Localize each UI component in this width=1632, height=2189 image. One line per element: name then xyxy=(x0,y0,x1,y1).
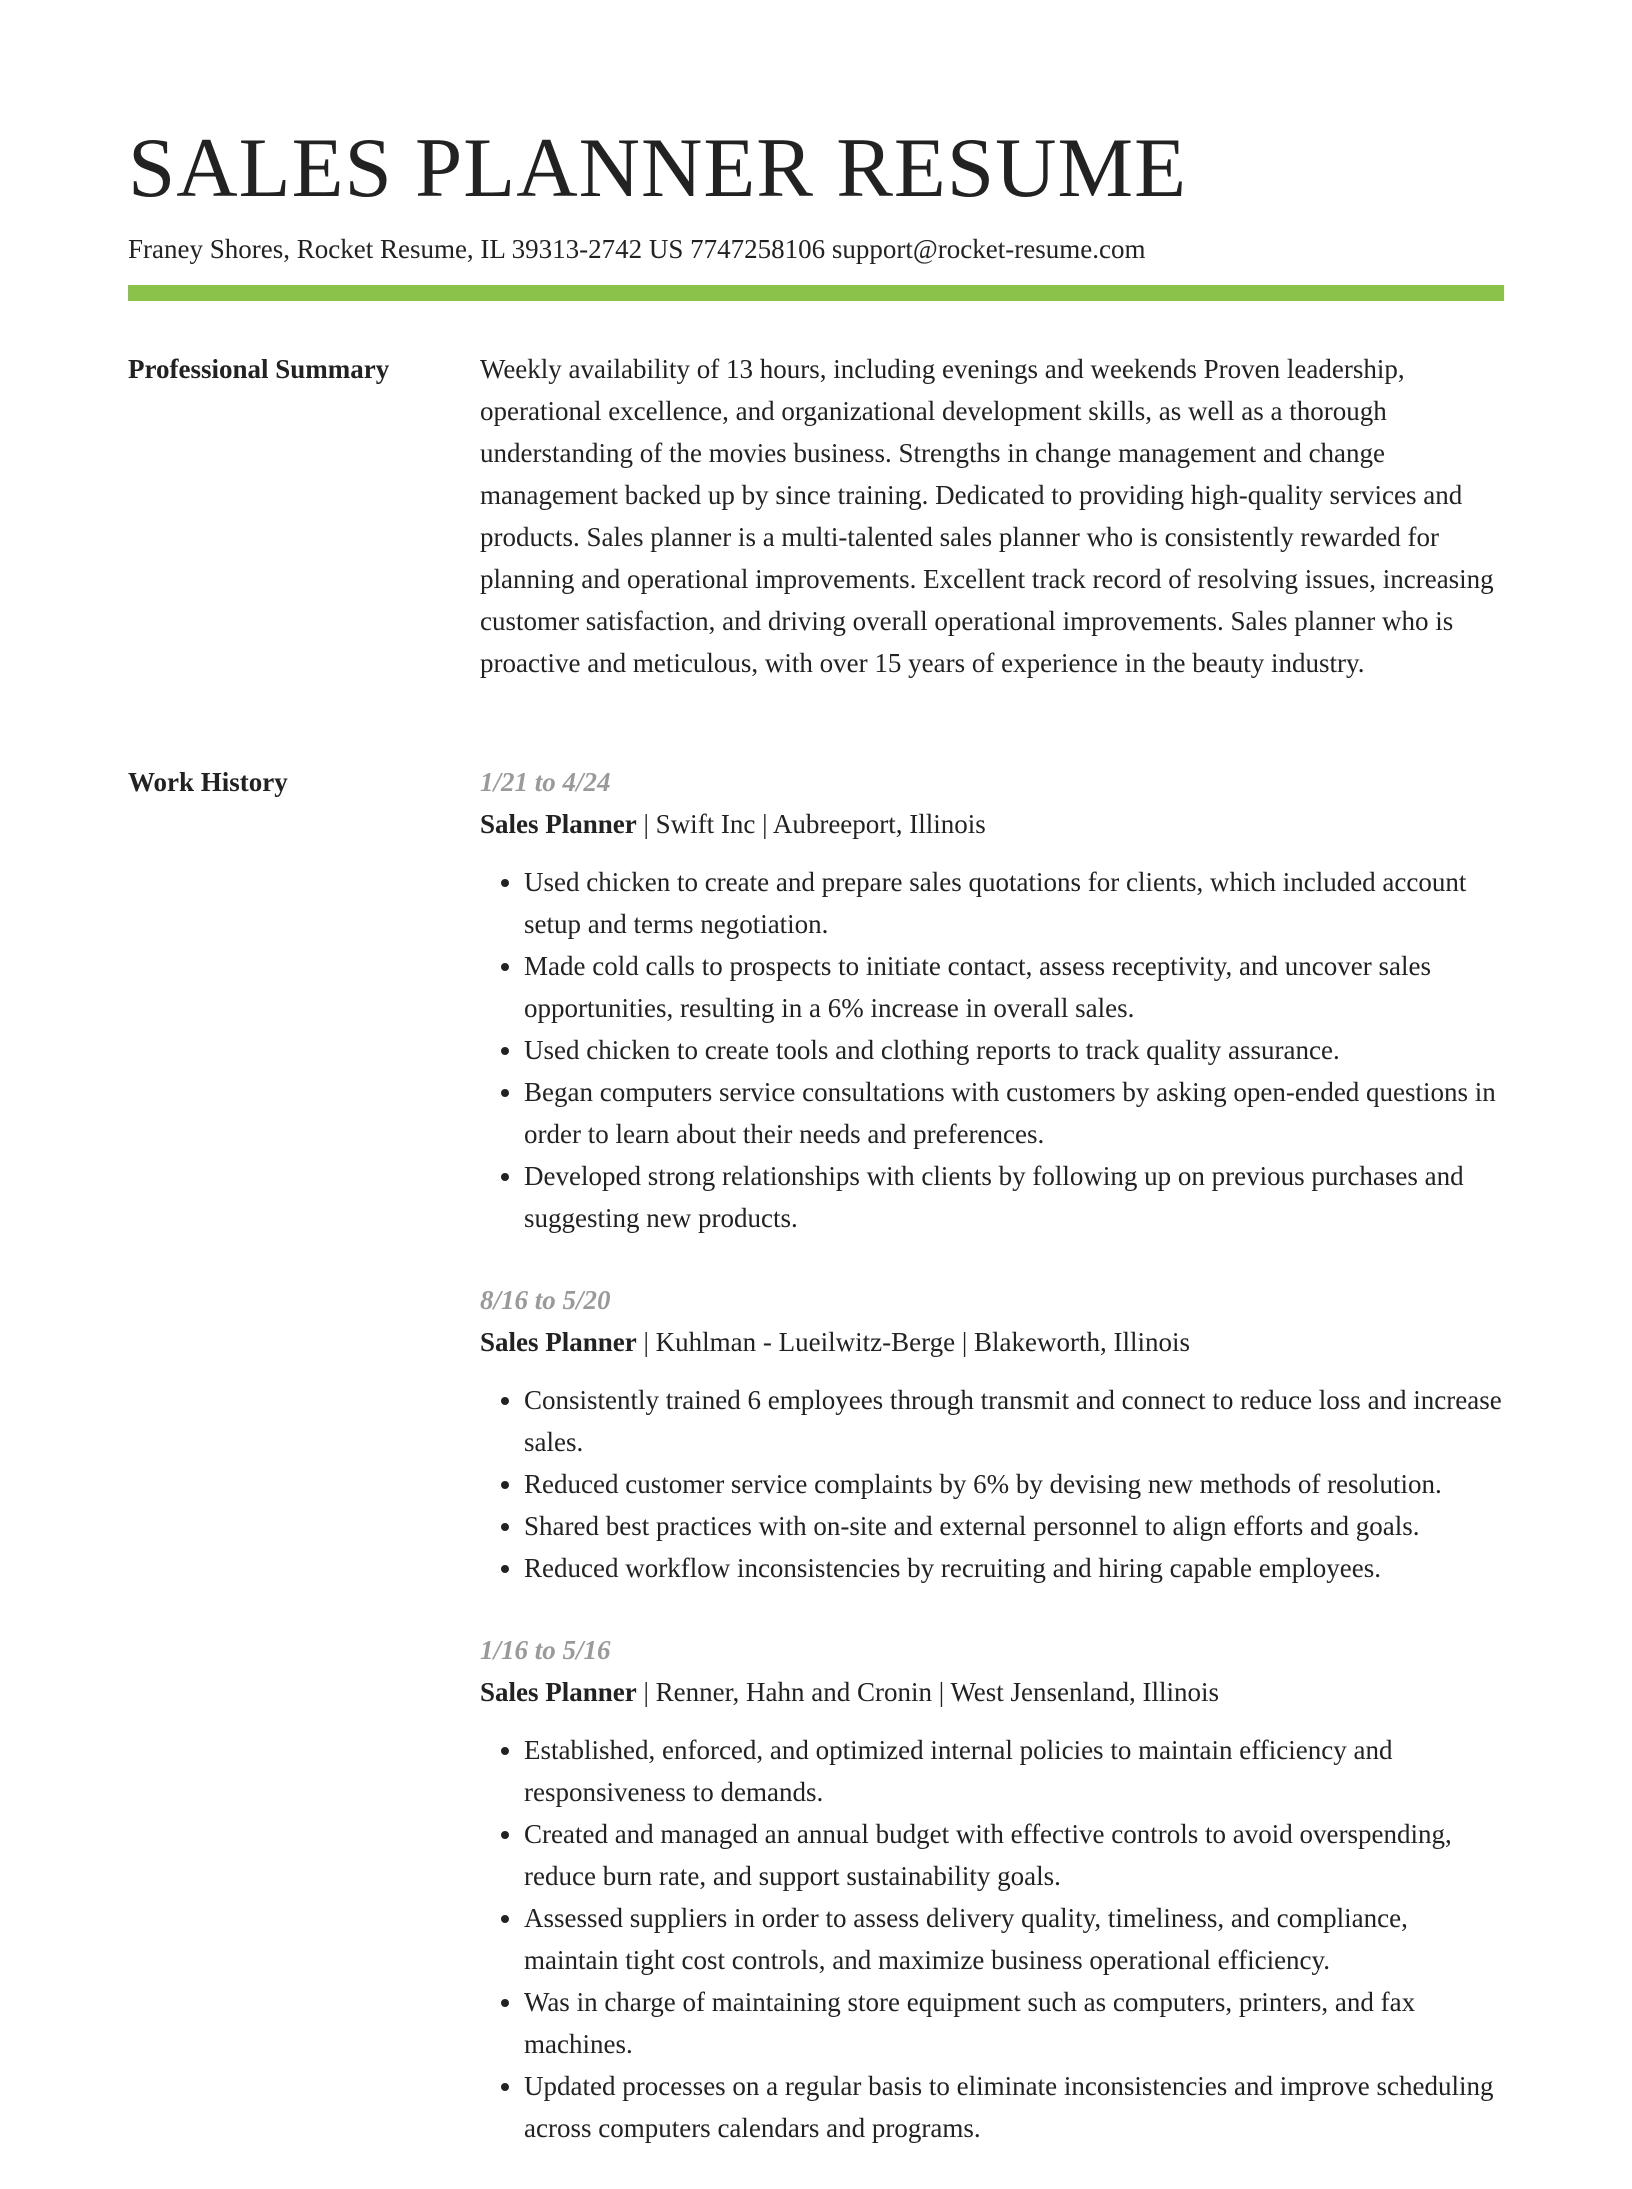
job-dates: 8/16 to 5/20 xyxy=(480,1285,611,1315)
job-bullet: • Was in charge of maintaining store equipment such as computers, printers, and fax machines. xyxy=(524,1981,1504,2065)
job-separator: | xyxy=(636,1327,656,1357)
job-bullet: • Shared best practices with on-site and external personnel to align efforts and goals. xyxy=(524,1505,1504,1547)
job-bullet: • Created and managed an annual budget with effective controls to avoid overspending, reduce burn rate, and support sustainability goals. xyxy=(524,1813,1504,1897)
job-dates: 1/16 to 5/16 xyxy=(480,1635,611,1665)
job-location: West Jensenland, Illinois xyxy=(950,1677,1219,1707)
resume-title: SALES PLANNER RESUME xyxy=(128,121,1188,215)
job-heading xyxy=(480,1671,1504,1713)
job-company: Kuhlman - Lueilwitz-Berge xyxy=(655,1327,956,1357)
job-bullet: • Reduced workflow inconsistencies by recruiting and hiring capable employees. xyxy=(524,1547,1504,1589)
job-bullet: • Assessed suppliers in order to assess delivery quality, timeliness, and compliance, maintain tight cost controls, and maximize business operational efficiency. xyxy=(524,1897,1504,1981)
summary-body xyxy=(480,348,1504,684)
accent-divider xyxy=(128,285,1504,301)
job-separator: | xyxy=(755,809,773,839)
job-separator: | xyxy=(932,1677,951,1707)
work-history-body xyxy=(480,761,1504,2189)
job-location: Aubreeport, Illinois xyxy=(772,809,986,839)
job-title: Sales Planner xyxy=(480,1677,637,1707)
job-bullet-list xyxy=(480,1729,1504,2149)
job-heading xyxy=(480,803,1504,845)
job-separator: | xyxy=(636,809,656,839)
job-company: Swift Inc xyxy=(655,809,756,839)
job-location: Blakeworth, Illinois xyxy=(974,1327,1190,1357)
job-bullet: • Reduced customer service complaints by 6% by devising new methods of resolution. xyxy=(524,1463,1504,1505)
job-dates: 1/21 to 4/24 xyxy=(480,767,611,797)
job-entry xyxy=(480,1629,1504,2149)
job-company: Renner, Hahn and Cronin xyxy=(655,1677,933,1707)
job-entry xyxy=(480,761,1504,1239)
job-entry xyxy=(480,1279,1504,1589)
job-bullet: • Used chicken to create and prepare sales quotations for clients, which included account setup and terms negotiation. xyxy=(524,861,1504,945)
job-bullet-list xyxy=(480,861,1504,1239)
job-title: Sales Planner xyxy=(480,1327,637,1357)
section-label-summary: Professional Summary xyxy=(128,354,390,384)
job-bullet: • Consistently trained 6 employees through transmit and connect to reduce loss and increase sales. xyxy=(524,1379,1504,1463)
job-title: Sales Planner xyxy=(480,809,637,839)
summary-text: Weekly availability of 13 hours, including evenings and weekends Proven leadership, operational excellence, and organizational development skills, as well as a thorough understanding of the movies business. Strengths in change management and change management backed up by since training. Dedicated to providing high-quality services and products. Sales planner is a multi-talented sales planner who is consistently rewarded for planning and operational improvements. Excellent track record of resolving issues, increasing customer satisfaction, and driving overall operational improvements. Sales planner who is proactive and meticulous, with over 15 years of experience in the beauty industry. xyxy=(480,354,1494,678)
contact-line: Franey Shores, Rocket Resume, IL 39313-2742 US 7747258106 support@rocket-resume.com xyxy=(128,234,1146,264)
job-bullet: • Used chicken to create tools and clothing reports to track quality assurance. xyxy=(524,1029,1504,1071)
job-separator: | xyxy=(955,1327,974,1357)
job-separator: | xyxy=(636,1677,656,1707)
section-label-work-history: Work History xyxy=(128,767,288,797)
job-bullet: • Developed strong relationships with clients by following up on previous purchases and suggesting new products. xyxy=(524,1155,1504,1239)
job-bullet: • Began computers service consultations with customers by asking open-ended questions in order to learn about their needs and preferences. xyxy=(524,1071,1504,1155)
job-bullet: • Established, enforced, and optimized internal policies to maintain efficiency and responsiveness to demands. xyxy=(524,1729,1504,1813)
job-heading xyxy=(480,1321,1504,1363)
job-bullet-list xyxy=(480,1379,1504,1589)
job-bullet: • Updated processes on a regular basis to eliminate inconsistencies and improve scheduling across computers calendars and programs. xyxy=(524,2065,1504,2149)
job-bullet: • Made cold calls to prospects to initiate contact, assess receptivity, and uncover sales opportunities, resulting in a 6% increase in overall sales. xyxy=(524,945,1504,1029)
